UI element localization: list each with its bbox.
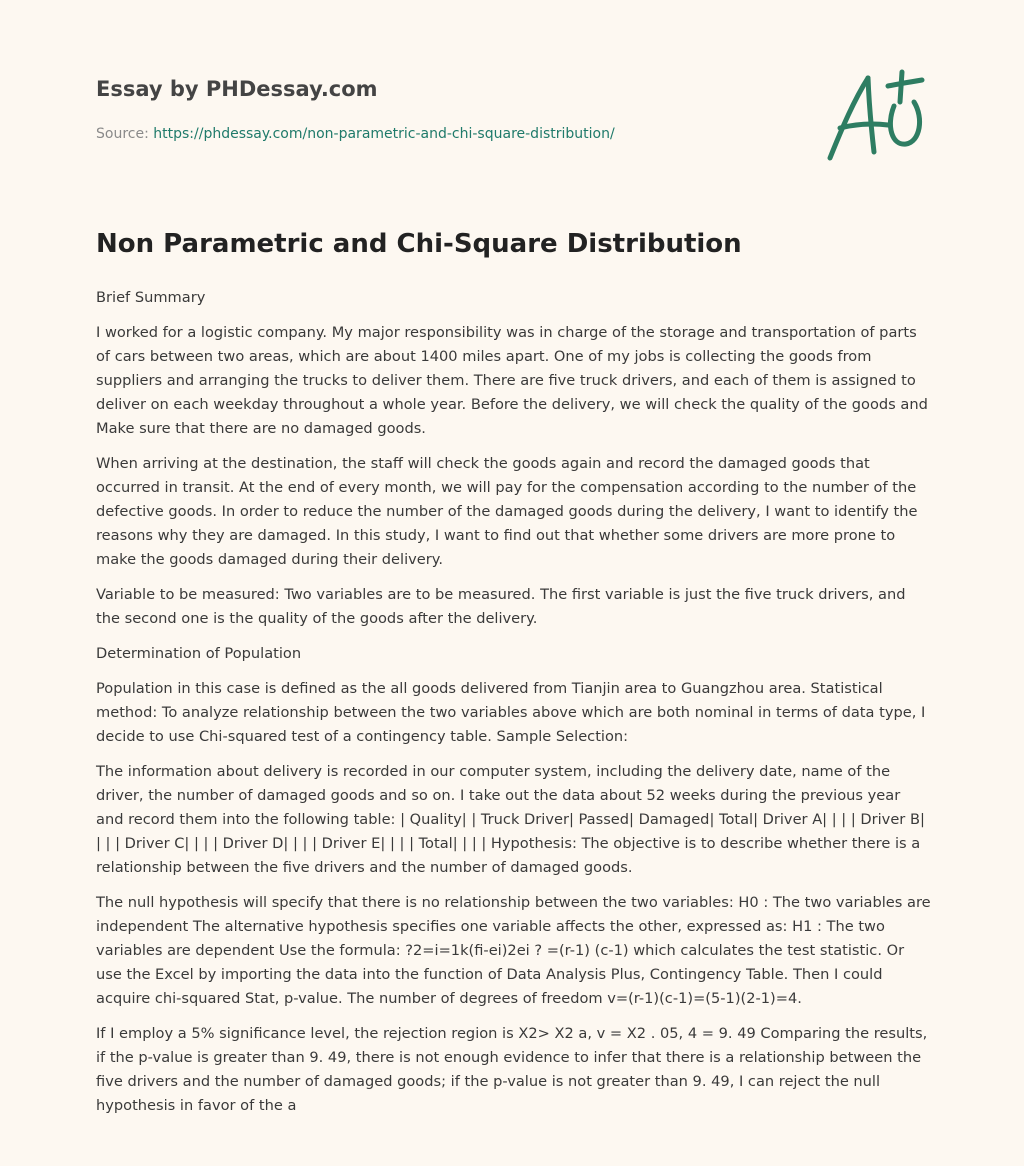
body-paragraph: When arriving at the destination, the staff will check the goods again and record the damaged goods that occurred in transit. At the end of every month, we will pay for the compensation according to the number of the defective goods. In order to reduce the number of the damaged goods during the delivery, I want to identify the reasons why they are damaged. In this study, I want to find out that whether some drivers are more prone to make the goods damaged during their delivery.	[96, 455, 918, 568]
site-title: Essay by PHDessay.com	[96, 77, 378, 101]
source-line	[96, 124, 928, 144]
essay-header	[96, 74, 928, 144]
source-label: Source:	[96, 126, 154, 142]
body-paragraph: If I employ a 5% significance level, the rejection region is X2> X2 a, v = X2 . 05, 4 = 9. 49 Comparing the results, if the p-value is greater than 9. 49, there is not enough evidence to infer that there is a relationship between the five drivers and the number of damaged goods; if the p-value is not greater than 9. 49, I can reject the null hypothesis in favor of the a	[96, 1025, 928, 1114]
body-paragraph: I worked for a logistic company. My major responsibility was in charge of the storage and transportation of parts of cars between two areas, which are about 1400 miles apart. One of my jobs is collecting the goods from suppliers and arranging the trucks to deliver them. There are five truck drivers, and each of them is assigned to deliver on each weekday throughout a whole year. Before the delivery, we will check the quality of the goods and Make sure that there are no damaged goods.	[96, 324, 928, 437]
source-link[interactable]: https://phdessay.com/non-parametric-and-chi-square-distribution/	[153, 126, 615, 142]
body-paragraph: Population in this case is defined as the all goods delivered from Tianjin area to Guangzhou area. Statistical method: To analyze relationship between the two variables above which are both nominal in terms of data type, I decide to use Chi-squared test of a contingency table. Sample Selection:	[96, 680, 926, 745]
body-paragraph: The information about delivery is recorded in our computer system, including the delivery date, name of the driver, the number of damaged goods and so on. I take out the data about 52 weeks during the previous year and record them into the following table: | Quality| | Truck Driver| Passed| Damaged| Total| Driver A| | | | Driver B| | | | Driver C| | | | Driver D| | | | Driver E| | | | Total| | | | Hypothesis: The objective is to describe whether there is a relationship between the five drivers and the number of damaged goods.	[96, 763, 925, 876]
section-heading-brief-summary: Brief Summary	[96, 289, 206, 306]
body-paragraph: The null hypothesis will specify that there is no relationship between the two variables: H0 : The two variables are independent The alternative hypothesis specifies one variable affects the other, expressed as: H1 : The two variables are dependent Use the formula: ?2=i=1k(fi-ei)2ei ? =(r-1) (c-1) which calculates the test statistic. Or use the Excel by importing the data into the function of Data Analysis Plus, Contingency Table. Then I could acquire chi-squared Stat, p-value. The number of degrees of freedom v=(r-1)(c-1)=(5-1)(2-1)=4.	[96, 894, 931, 1007]
section-heading-population: Determination of Population	[96, 645, 302, 662]
document-title: Non Parametric and Chi-Square Distribution	[96, 229, 742, 259]
a-plus-logo-icon	[822, 68, 932, 164]
essay-body	[96, 286, 932, 1129]
body-paragraph: Variable to be measured: Two variables are to be measured. The first variable is just the five truck drivers, and the second one is the quality of the goods after the delivery.	[96, 586, 906, 627]
